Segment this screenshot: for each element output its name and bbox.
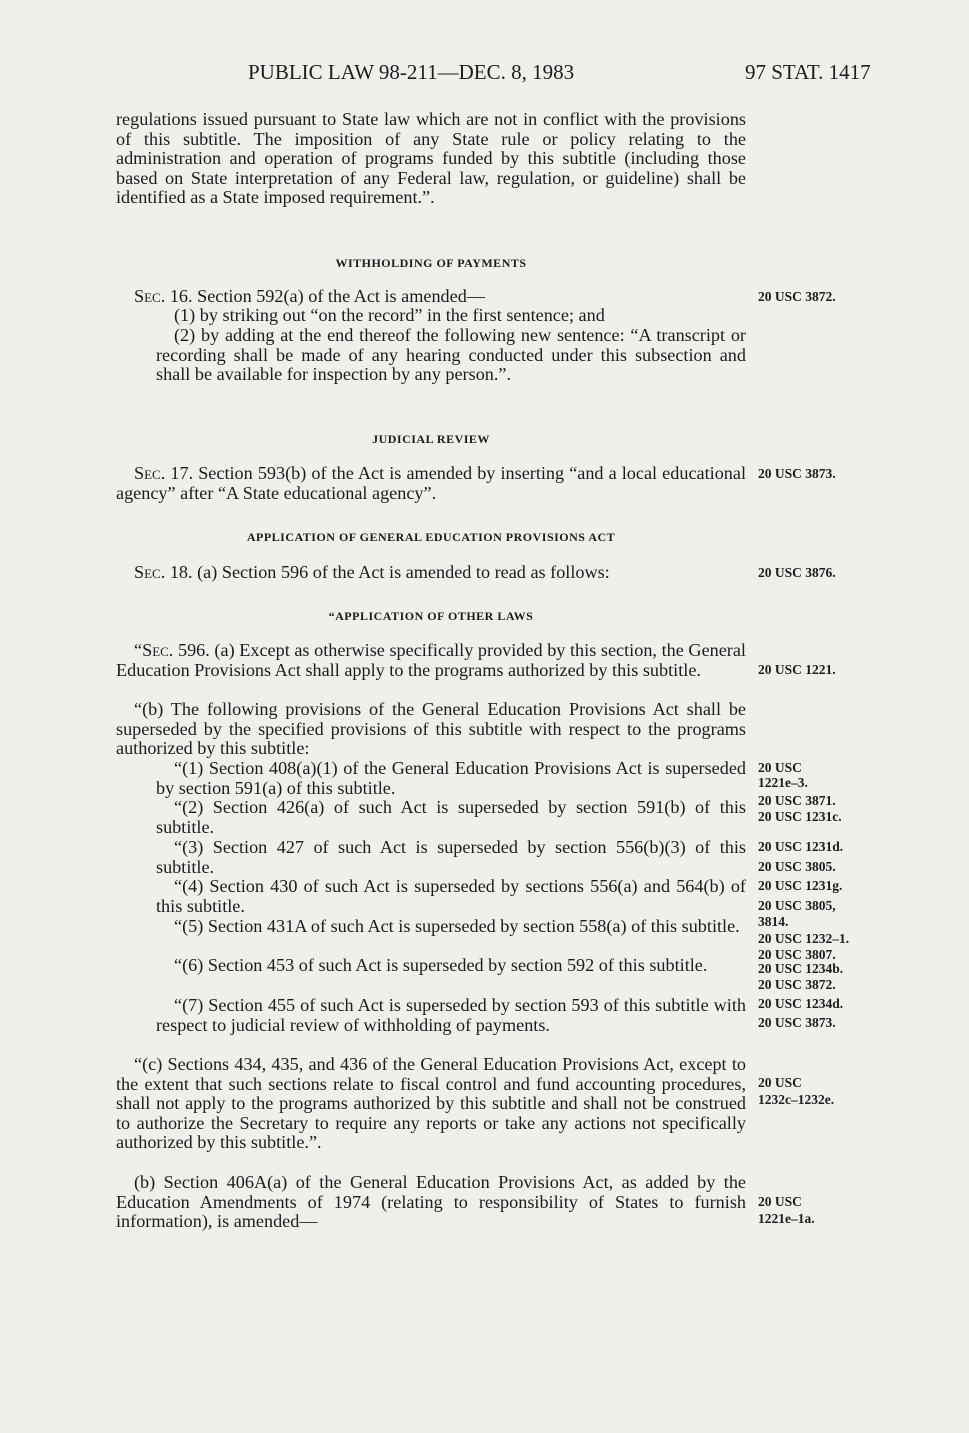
margin-note: 1221e–3.	[758, 775, 808, 790]
heading-withholding-of-payments: WITHHOLDING OF PAYMENTS	[335, 256, 527, 270]
section-label: Sec.	[134, 562, 166, 582]
section-18	[134, 563, 764, 583]
list-item-6: “(6) Section 453 of such Act is superseded by section 592 of this subtitle.	[174, 955, 708, 975]
margin-note: 20 USC 1234d.	[758, 996, 844, 1011]
margin-note: 20 USC 3805,	[758, 898, 836, 913]
margin-note: 20 USC 1231c.	[758, 809, 842, 824]
section-16	[134, 287, 764, 307]
margin-note: 20 USC 1231g.	[758, 878, 843, 893]
heading-application-gepa: APPLICATION OF GENERAL EDUCATION PROVISIONS ACT	[246, 530, 616, 544]
margin-note: 20 USC 3872.	[758, 289, 836, 304]
section-18-b-paragraph: (b) Section 406A(a) of the General Education Provisions Act, as added by the Education Amendments of 1974 (relating to responsibility of States to furnish information), is amended—	[116, 1172, 746, 1231]
section-596	[116, 641, 746, 680]
section-text: 16. Section 592(a) of the Act is amended—	[169, 286, 486, 306]
heading-judicial-review: JUDICIAL REVIEW	[372, 432, 490, 446]
list-item-4: “(4) Section 430 of such Act is superseded by sections 556(a) and 564(b) of this subtitle.	[156, 876, 746, 916]
section-text: 596. (a) Except as otherwise specifically provided by this section, the General Education Provisions Act shall apply to the programs authorized by this subtitle.	[116, 640, 746, 680]
margin-note: 20 USC	[758, 760, 802, 775]
sec16-clause-2: (2) by adding at the end thereof the following new sentence: “A transcript or recording shall be made of any hearing conducted under this subsection and shall be available for inspection by any person.”.	[156, 325, 746, 384]
sec16-clause-1: (1) by striking out “on the record” in the first sentence; and	[174, 305, 605, 325]
section-17	[116, 464, 746, 503]
section-label: “Sec.	[134, 640, 174, 660]
list-item-5: “(5) Section 431A of such Act is superseded by section 558(a) of this subtitle.	[174, 916, 740, 936]
list-item-2: “(2) Section 426(a) of such Act is superseded by section 591(b) of this subtitle.	[156, 797, 746, 837]
margin-note: 20 USC 3871.	[758, 793, 836, 808]
intro-paragraph: regulations issued pursuant to State law which are not in conflict with the provisions of this subtitle. The imposition of any State rule or policy relating to the administration and operation of programs funded by this subtitle (including those based on State interpretation of any Federal law, regulation, or guideline) shall be identified as a State imposed requirement.”.	[116, 109, 746, 207]
margin-note: 20 USC 1232–1.	[758, 931, 850, 946]
margin-note: 20 USC	[758, 1075, 802, 1090]
list-item-1: “(1) Section 408(a)(1) of the General Education Provisions Act is superseded by section 591(a) of this subtitle.	[156, 758, 746, 798]
list-item-3: “(3) Section 427 of such Act is superseded by section 556(b)(3) of this subtitle.	[156, 837, 746, 877]
heading-application-of-other-laws: “APPLICATION OF OTHER LAWS	[328, 609, 534, 623]
running-header-stat: 97 STAT. 1417	[745, 60, 871, 84]
margin-note: 20 USC 3872.	[758, 977, 836, 992]
margin-note: 20 USC 1234b.	[758, 961, 844, 976]
running-header-title: PUBLIC LAW 98-211—DEC. 8, 1983	[248, 60, 575, 84]
section-text: 18. (a) Section 596 of the Act is amended to read as follows:	[169, 562, 610, 582]
section-label: Sec.	[134, 286, 166, 306]
margin-note: 20 USC	[758, 1194, 802, 1209]
margin-note: 20 USC 1231d.	[758, 839, 844, 854]
subsection-b-paragraph: “(b) The following provisions of the General Education Provisions Act shall be superseded by the specified provisions of this subtitle with respect to the programs authorized by this subtitle:	[116, 699, 746, 758]
margin-note: 20 USC 3873.	[758, 1015, 836, 1030]
margin-note: 20 USC 3807.	[758, 947, 836, 962]
margin-note: 20 USC 3805.	[758, 859, 836, 874]
margin-note: 3814.	[758, 914, 789, 929]
margin-note: 20 USC 1221.	[758, 662, 836, 677]
section-text: 17. Section 593(b) of the Act is amended by inserting “and a local educational agency” after “A State educational agency”.	[116, 463, 747, 503]
margin-note: 20 USC 3873.	[758, 466, 836, 481]
margin-note: 1232c–1232e.	[758, 1092, 835, 1107]
subsection-c-paragraph: “(c) Sections 434, 435, and 436 of the General Education Provisions Act, except to the extent that such sections relate to fiscal control and fund accounting procedures, shall not apply to the programs authorized by this subtitle and shall not be construed to authorize the Secretary to require any reports or take any actions not specifically authorized by this subtitle.”.	[116, 1054, 746, 1152]
margin-note: 1221e–1a.	[758, 1211, 815, 1226]
margin-note: 20 USC 3876.	[758, 565, 836, 580]
section-label: Sec.	[134, 463, 166, 483]
list-item-7: “(7) Section 455 of such Act is superseded by section 593 of this subtitle with respect to judicial review of withholding of payments.	[156, 995, 746, 1035]
